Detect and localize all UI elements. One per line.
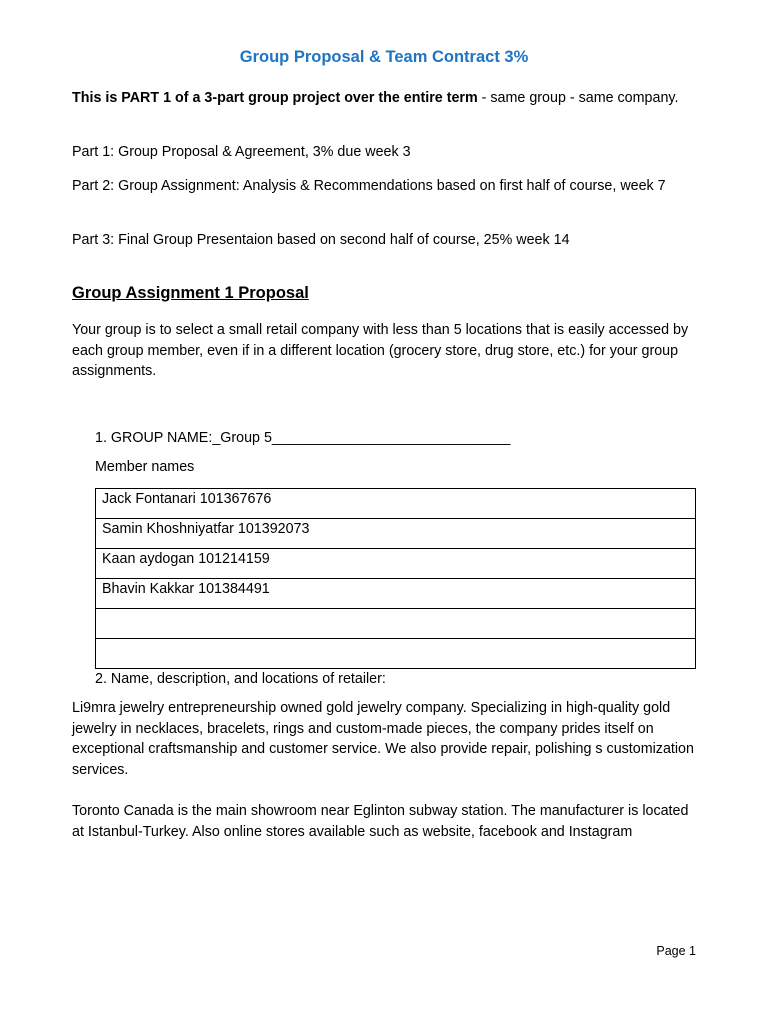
member-cell [96,639,696,669]
part-2-line: Part 2: Group Assignment: Analysis & Recommendations based on first half of course, week 7 [72,178,666,194]
retailer-question: 2. Name, description, and locations of retailer: [95,671,386,687]
section-heading: Group Assignment 1 Proposal [72,284,309,302]
table-row [96,579,696,609]
table-row [96,489,696,519]
part-3-line: Part 3: Final Group Presentaion based on second half of course, 25% week 14 [72,232,570,248]
assignment-description: Your group is to select a small retail company with less than 5 locations that is easily accessed by each group member, even if in a different location (grocery store, drug store, etc.) for your group assignments. [72,322,689,379]
part-1-line: Part 1: Group Proposal & Agreement, 3% due week 3 [72,144,411,160]
table-row [96,549,696,579]
group-name-line: 1. GROUP NAME:_Group 5______________________________ [95,430,511,446]
intro-paragraph [72,88,702,109]
table-row [96,609,696,639]
member-cell: Kaan aydogan 101214159 [96,549,696,579]
member-table [95,488,696,669]
intro-bold: This is PART 1 of a 3-part group project over the entire term [72,90,478,106]
member-cell: Bhavin Kakkar 101384491 [96,579,696,609]
page-number: Page 1 [656,944,696,958]
table-row [96,639,696,669]
member-cell: Jack Fontanari 101367676 [96,489,696,519]
intro-rest: - same group - same company. [477,90,679,106]
retailer-description: Li9mra jewelry entrepreneurship owned gold jewelry company. Specializing in high-quality gold jewelry in necklaces, bracelets, rings and custom-made pieces, the company prides itself on exceptional craftsmanship and customer service. We also provide repair, polishing s customization services. [72,700,694,778]
member-names-label: Member names [95,459,195,475]
table-row [96,519,696,549]
retailer-locations: Toronto Canada is the main showroom near Eglinton subway station. The manufacturer is located at Istanbul-Turkey. Also online stores available such as website, facebook and Instagram [72,803,689,840]
member-cell [96,609,696,639]
document-title: Group Proposal & Team Contract 3% [239,48,529,66]
member-cell: Samin Khoshniyatfar 101392073 [96,519,696,549]
